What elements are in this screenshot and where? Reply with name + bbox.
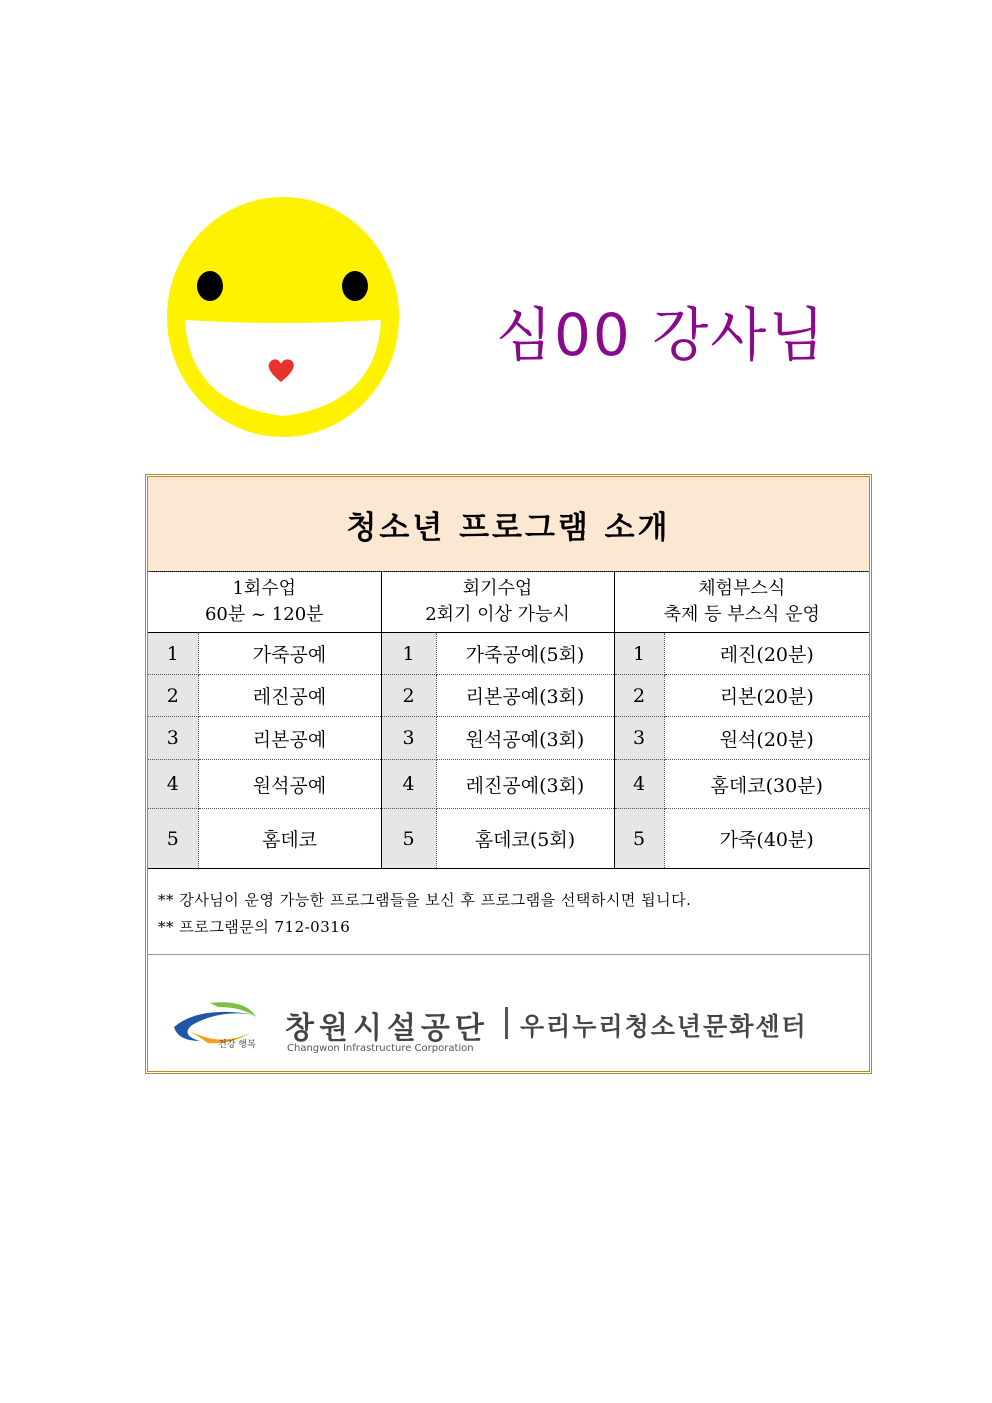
notes (158, 887, 691, 941)
logo-text: 건강 행복 (218, 1040, 256, 1050)
program-cell: 리본공예 (198, 717, 381, 760)
program-cell: 리본공예(3회) (436, 675, 614, 717)
note-line: ** 프로그램문의 712-0316 (158, 918, 351, 936)
row-number: 1 (614, 633, 664, 675)
table-row (148, 760, 869, 809)
row-number: 4 (148, 760, 198, 809)
row-number: 3 (614, 717, 664, 760)
instructor-name: 심00 강사님 (496, 301, 827, 369)
row-number: 5 (381, 809, 436, 869)
row-number: 2 (148, 675, 198, 717)
column-header-booth: 체험부스식 축제 등 부스식 운영 (614, 572, 869, 633)
program-title: 청소년 프로그램 소개 (346, 509, 671, 546)
table-row (148, 717, 869, 760)
table-row (148, 675, 869, 717)
row-number: 5 (614, 809, 664, 869)
program-cell: 홈데코(30분) (664, 760, 869, 809)
program-cell: 레진공예 (198, 675, 381, 717)
row-number: 4 (614, 760, 664, 809)
program-cell: 레진(20분) (664, 633, 869, 675)
program-cell: 가죽공예(5회) (436, 633, 614, 675)
divider (505, 1007, 508, 1039)
organization-logo (170, 1001, 258, 1061)
smiley-face-illustration (163, 194, 403, 440)
note-line: ** 강사님이 운영 가능한 프로그램들을 보신 후 프로그램을 선택하시면 됩니다. (158, 891, 692, 909)
program-cell: 홈데코 (198, 809, 381, 869)
column-header-single-session: 1회수업 60분 ~ 120분 (148, 572, 381, 633)
divider (148, 954, 869, 955)
table-row (148, 633, 869, 675)
smiley-right-eye (342, 271, 368, 301)
program-cell: 가죽공예 (198, 633, 381, 675)
program-cell: 원석공예(3회) (436, 717, 614, 760)
smiley-left-eye (197, 271, 223, 301)
program-cell: 레진공예(3회) (436, 760, 614, 809)
program-table (148, 571, 869, 869)
organization-name-english: Changwon Infrastructure Corporation (287, 1043, 474, 1054)
program-frame (145, 474, 872, 1074)
row-number: 3 (381, 717, 436, 760)
row-number: 5 (148, 809, 198, 869)
row-number: 1 (381, 633, 436, 675)
program-title-box (148, 477, 869, 572)
program-cell: 원석(20분) (664, 717, 869, 760)
program-cell: 홈데코(5회) (436, 809, 614, 869)
column-header-multi-session: 회기수업 2회기 이상 가능시 (381, 572, 614, 633)
program-cell: 가죽(40분) (664, 809, 869, 869)
program-cell: 원석공예 (198, 760, 381, 809)
row-number: 1 (148, 633, 198, 675)
row-number: 4 (381, 760, 436, 809)
row-number: 2 (381, 675, 436, 717)
organization-name: 창원시설공단 (285, 1011, 489, 1046)
row-number: 3 (148, 717, 198, 760)
program-table-header (148, 572, 869, 633)
center-name: 우리누리청소년문화센터 (520, 1012, 808, 1041)
row-number: 2 (614, 675, 664, 717)
program-cell: 리본(20분) (664, 675, 869, 717)
table-row (148, 809, 869, 869)
